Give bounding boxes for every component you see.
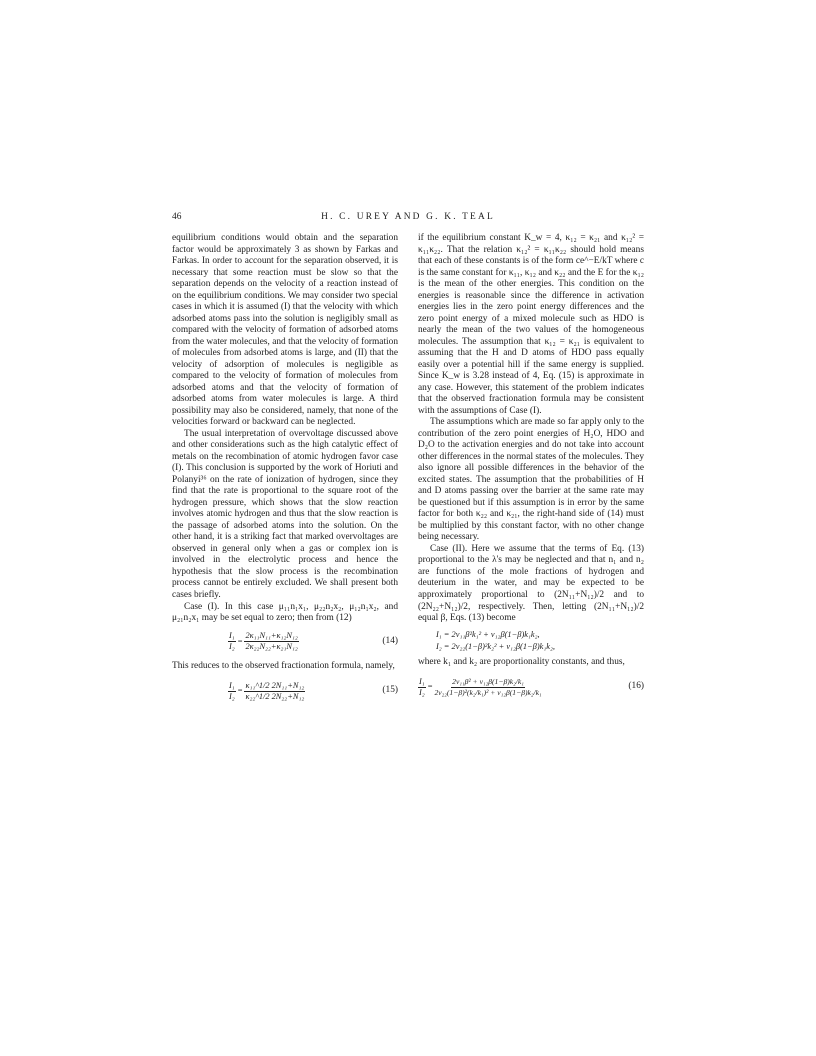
equation-lhs: $\frac{\text{I₁}}{\text{I₂}}$ (229, 680, 235, 701)
right-column (418, 233, 644, 708)
left-column (172, 233, 398, 712)
page-header (172, 210, 644, 224)
equation-number: (15) (382, 685, 398, 696)
paragraph: if the equilibrium constant K_w = 4, κ₁₂ = κ₂₁ and κ₁₂² = κ₁₁κ₂₂. That the relation κ₁₂² = κ₁₁κ₂₂ should hold means that each of these constants is of the form ce^−E/kT where c is the same constant for κ₁₁, κ₁₂ and κ₂₂ and the E for the κ₁₂ is the mean of the other energies. This condition on the energies is reasonable since the difference in activation energies lies in the zero point energy differences and the zero point energy of a mixed molecule such as HDO is nearly the mean of the two values of the homogeneous molecules. The assumption that κ₁₂ = κ₂₁ is equivalent to assuming that the H and D atoms of HDO pass equally easily over a potential hill if the same energy is supplied. Since K_w is 3.28 instead of 4, Eq. (15) is approximate in any case. However, this statement of the problem indicates that the observed fractionation formula may be consistent with the assumptions of Case (I). (418, 233, 644, 416)
equation-rhs: $\frac{\text{2ν₁₁β² + ν₁₂β(1−β)k₂/k₁}}{\text{2ν₂₂(1−β)²(k₂/k₁)² + ν₁₂β(1−β)k₂/k₁}}$ (434, 676, 542, 697)
equation-rhs: $\frac{\text{2κ₁₁N₁₁+κ₁₂N₁₂}}{\text{2κ₂₂N₂₂+κ₂₁N₁₂}}$ (245, 631, 298, 652)
equation-lhs: $\frac{\text{I₁}}{\text{I₂}}$ (419, 676, 425, 697)
equation-16: $\frac{\text{I₁}}{\text{I₂}}$ = $\frac{\text{2ν₁₁β² + ν₁₂β(1−β)k₂/k₁}}{\text{2ν₂₂(1−β)²(k₂/k₁)² + ν₁₂β(1−β)k₂/k₁}}$ (16) (419, 676, 644, 697)
equation-14: $\frac{\text{I₁}}{\text{I₂}}$ = $\frac{\text{2κ₁₁N₁₁+κ₁₂N₁₂}}{\text{2κ₂₂N₂₂+κ₂₁N₁₂}}$ (14) (229, 631, 398, 652)
equation-rhs: $\frac{\text{κ₁₁\textasciicircum{}1/2 2N₁₁+N₁₂}}{\text{κ₂₂\textasciicircum{}1/2 2N₂₂+N₁₂}}$ (245, 680, 305, 701)
equation-13-block (418, 629, 644, 653)
paragraph: Case (I). In this case μ₁₁n₁x₁, μ₂₂n₂x₂, μ₁₂n₁x₂, and μ₂₁n₂x₁ may be set equal to zero; then from (12) (172, 601, 398, 624)
paragraph: where k₁ and k₂ are proportionality constants, and thus, (418, 656, 625, 667)
equation-number: (16) (628, 681, 644, 692)
equation-number: (14) (382, 635, 398, 646)
page-number: 46 (172, 212, 182, 222)
running-title: H. C. UREY AND G. K. TEAL (321, 212, 495, 222)
equation-lhs: $\frac{\text{I₁}}{\text{I₂}}$ (229, 631, 235, 652)
equation-line: I₂ = 2ν₂₂(1−β)²k₂² + ν₁₂β(1−β)k₁k₂, (436, 641, 555, 651)
equation-15: $\frac{\text{I₁}}{\text{I₂}}$ = $\frac{\text{κ₁₁\textasciicircum{}1/2 2N₁₁+N₁₂}}{\text{κ₂₂\textasciicircum{}1/2 2N₂₂+N₁₂}}$ (15) (229, 680, 398, 701)
paragraph: equilibrium conditions would obtain and the separation factor would be approximately 3 as shown by Farkas and Farkas. In order to account for the separation observed, it is necessary that some reaction must be slow so that the separation depends on the velocity of a reaction instead of on the equilibrium conditions. We may consider two special cases in which it is assumed (I) that the velocity with which adsorbed atoms pass into the solution is negligibly small as compared with the velocity of formation of adsorbed atoms from the water molecules, and that the velocity of formation of molecules from adsorbed atoms is large, and (II) that the velocity of adsorption of molecules is negligible as compared to the velocity of formation of molecules from adsorbed atoms and that the velocity of formation of adsorbed atoms from water molecules is large. A third possibility may also be considered, namely, that none of the velocities forward or backward can be neglected. (172, 233, 398, 428)
paragraph: The assumptions which are made so far apply only to the contribution of the zero point energies of H₂O, HDO and D₂O to the activation energies and do not take into account other differences in the normal states of the molecules. They also ignore all possible differences in the behavior of the excited states. The assumption that the probabilities of H and D atoms passing over the barrier at the same rate may be questioned but if this assumption is in error by the same factor for both κ₂₂ and κ₂₁, the right-hand side of (14) must be multiplied by this constant factor, with no other change being necessary. (418, 417, 644, 543)
paragraph: Case (II). Here we assume that the terms of Eq. (13) proportional to the λ's may be neglected and that n₁ and n₂ are functions of the mole fractions of hydrogen and deuterium in the water, and may be expected to be approximately proportional to (2N₁₁+N₁₂)/2 and to (2N₂₂+N₁₂)/2, respectively. Then, letting (2N₁₁+N₁₂)/2 equal β, Eqs. (13) become (418, 543, 644, 624)
paragraph: The usual interpretation of overvoltage discussed above and other considerations such as the high catalytic effect of metals on the recombination of atomic hydrogen favor case (I). This conclusion is supported by the work of Horiuti and Polanyi³⁶ on the rate of ionization of hydrogen, since they find that the rate is proportional to the square root of the hydrogen pressure, which shows that the slow reaction involves atomic hydrogen and thus that the slow reaction is the passage of adsorbed atoms into the solution. On the other hand, it is a striking fact that marked overvoltages are observed in general only when a gas or complex ion is involved in the electrolytic process and hence the hypothesis that the slow process is the recombination process cannot be entirely excluded. We shall present both cases briefly. (172, 428, 398, 600)
equation-line: I₁ = 2ν₁₁β²k₁² + ν₁₂β(1−β)k₁k₂, (436, 629, 540, 639)
paragraph: This reduces to the observed fractionation formula, namely, (172, 660, 395, 671)
